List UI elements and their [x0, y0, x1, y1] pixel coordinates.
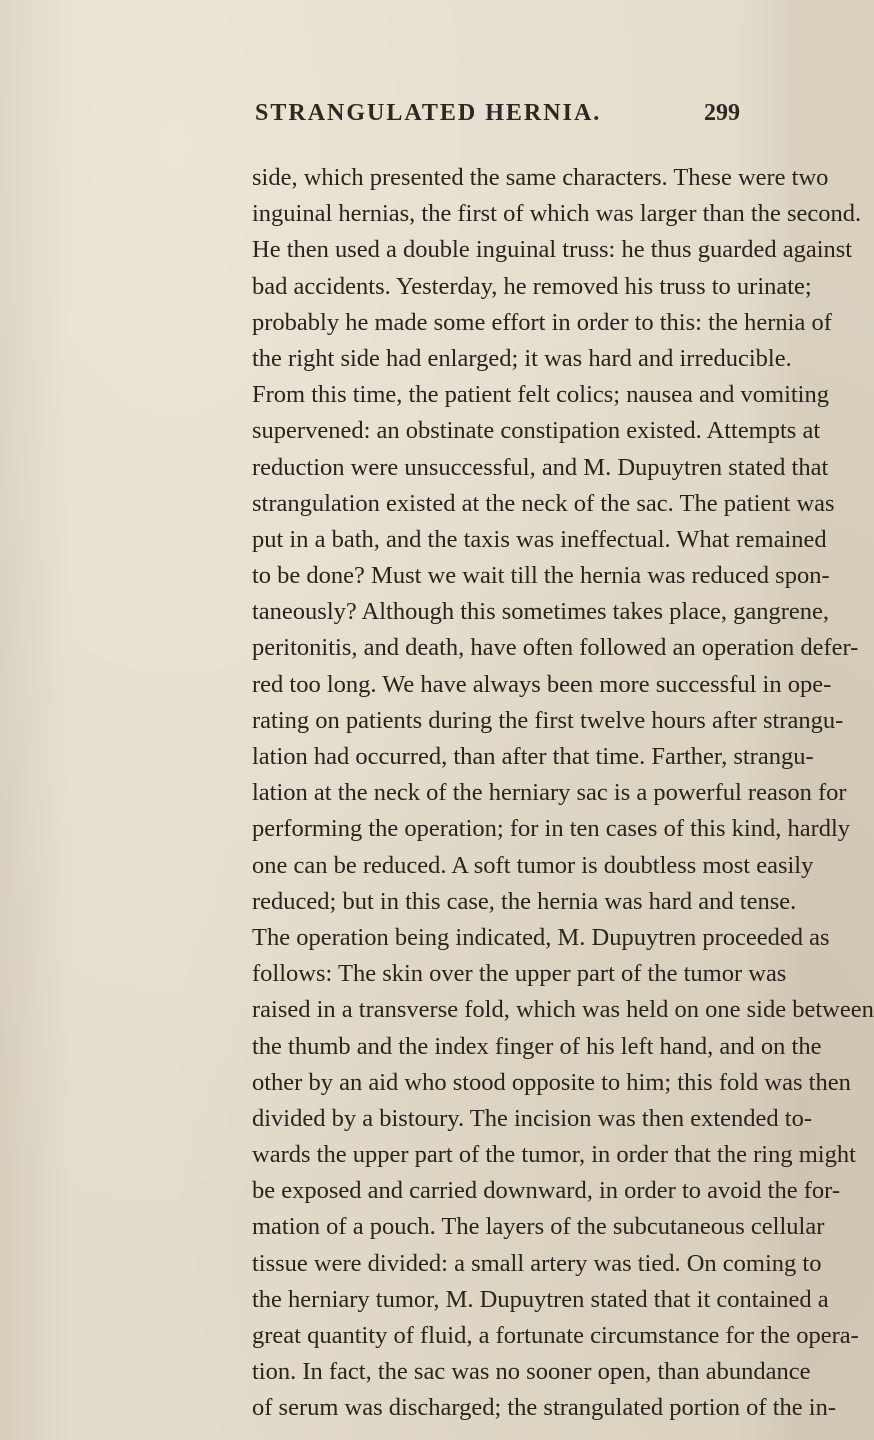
text-line: reduced; but in this case, the hernia was hard and tense.: [252, 887, 797, 915]
text-line: tion. In fact, the sac was no sooner open, than abundance: [252, 1358, 811, 1386]
text-line: the herniary tumor, M. Dupuytren stated that it contained a: [252, 1285, 829, 1313]
running-title: STRANGULATED HERNIA.: [255, 100, 602, 126]
text-line: put in a bath, and the taxis was ineffectual. What remained: [252, 525, 827, 553]
page-number: 299: [704, 100, 740, 126]
text-line: other by an aid who stood opposite to him; this fold was then: [252, 1068, 851, 1096]
text-line: follows: The skin over the upper part of the tumor was: [252, 960, 787, 988]
running-head: [200, 100, 740, 136]
text-line: to be done? Must we wait till the hernia was reduced spon-: [252, 562, 830, 590]
text-line: inguinal hernias, the first of which was larger than the second.: [252, 200, 862, 228]
text-line: mation of a pouch. The layers of the subcutaneous cellular: [252, 1213, 825, 1241]
text-line: rating on patients during the first twelve hours after strangu-: [252, 706, 844, 734]
text-line: reduction were unsuccessful, and M. Dupuytren stated that: [252, 453, 829, 481]
text-line: raised in a transverse fold, which was held on one side between: [252, 996, 874, 1024]
text-line: the right side had enlarged; it was hard and irreducible.: [252, 344, 792, 372]
text-line: From this time, the patient felt colics; nausea and vomiting: [252, 381, 829, 409]
text-line: red too long. We have always been more successful in ope-: [252, 670, 832, 698]
text-line: bad accidents. Yesterday, he removed his truss to urinate;: [252, 272, 812, 300]
text-line: of serum was discharged; the strangulated portion of the in-: [252, 1394, 836, 1422]
text-line: divided by a bistoury. The incision was then extended to-: [252, 1104, 812, 1132]
text-line: peritonitis, and death, have often followed an operation defer-: [252, 634, 859, 662]
text-line: be exposed and carried downward, in order to avoid the for-: [252, 1177, 840, 1205]
text-line: side, which presented the same characters. These were two: [252, 164, 829, 191]
text-line: lation at the neck of the herniary sac is a powerful reason for: [252, 779, 847, 807]
text-line: taneously? Although this sometimes takes place, gangrene,: [252, 598, 829, 626]
text-line: tissue were divided: a small artery was tied. On coming to: [252, 1249, 822, 1277]
text-line: The operation being indicated, M. Dupuytren proceeded as: [252, 923, 830, 951]
text-line: He then used a double inguinal truss: he thus guarded against: [252, 236, 853, 264]
text-line: strangulation existed at the neck of the sac. The patient was: [252, 489, 835, 517]
text-line: wards the upper part of the tumor, in order that the ring might: [252, 1141, 856, 1169]
text-line: performing the operation; for in ten cases of this kind, hardly: [252, 815, 851, 843]
text-line: the thumb and the index finger of his left hand, and on the: [252, 1032, 822, 1060]
body-text: [252, 160, 874, 1427]
text-line: one can be reduced. A soft tumor is doubtless most easily: [252, 851, 814, 879]
text-line: great quantity of fluid, a fortunate circumstance for the opera-: [252, 1322, 859, 1349]
text-line: lation had occurred, than after that time. Farther, strangu-: [252, 743, 814, 770]
text-line: supervened: an obstinate constipation existed. Attempts at: [252, 417, 821, 445]
text-line: probably he made some effort in order to this: the hernia of: [252, 308, 832, 336]
